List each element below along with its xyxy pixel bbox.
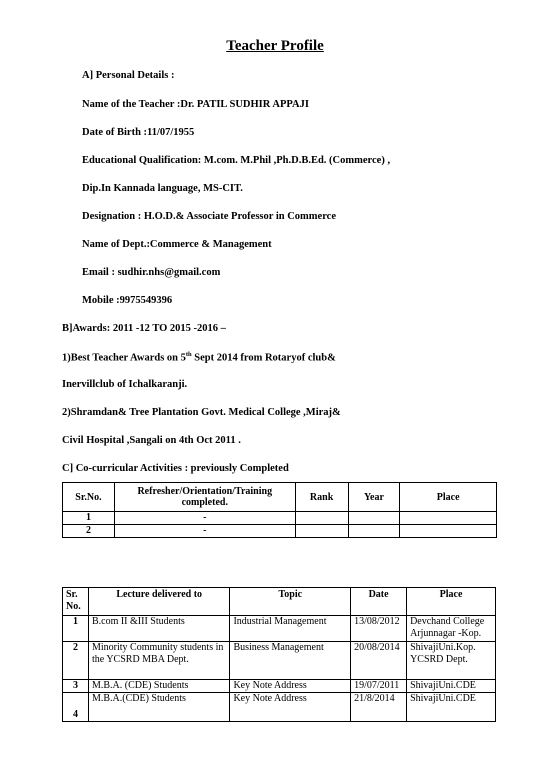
header-sr-no: Sr.No. — [63, 483, 115, 512]
table-row — [63, 512, 497, 525]
table-row — [63, 525, 497, 538]
cell: Minority Community students in the YCSRD MBA Dept. — [88, 642, 229, 680]
cell — [348, 512, 400, 525]
award-2-cont: Civil Hospital ,Sangali on 4th Oct 2011 . — [62, 435, 241, 446]
header-place: Place — [400, 483, 497, 512]
header-lecture-to: Lecture delivered to — [88, 588, 229, 616]
award-1-sup: th — [185, 351, 192, 358]
page-title: Teacher Profile — [226, 38, 324, 54]
cell: B.com II &III Students — [88, 616, 229, 642]
cell: ShivajiUni.CDE — [407, 680, 496, 693]
cell — [295, 512, 348, 525]
header-year: Year — [348, 483, 400, 512]
table-row — [63, 616, 496, 642]
cell: Industrial Management — [230, 616, 351, 642]
header-date: Date — [351, 588, 407, 616]
mobile: Mobile :9975549396 — [82, 295, 173, 306]
cell: - — [114, 525, 295, 538]
award-1 — [62, 351, 336, 364]
cell: ShivajiUni.CDE — [407, 693, 496, 722]
award-1-text: 1)Best Teacher Awards on 5 — [62, 352, 186, 364]
cell: 21/8/2014 — [351, 693, 407, 722]
header-sr-no: Sr. No. — [63, 588, 89, 616]
cell — [400, 512, 497, 525]
table-row — [63, 642, 496, 680]
email: Email : sudhir.nhs@gmail.com — [82, 267, 221, 278]
table-row — [63, 693, 496, 722]
cell: M.B.A. (CDE) Students — [88, 680, 229, 693]
cell-sr: 1 — [63, 616, 89, 642]
award-1-cont: Inervillclub of Ichalkaranji. — [62, 379, 188, 390]
cell-sr: 3 — [63, 680, 89, 693]
cell: Devchand College Arjunnagar -Kop. — [407, 616, 496, 642]
cell: Key Note Address — [230, 680, 351, 693]
lectures-table — [62, 587, 496, 722]
header-place: Place — [407, 588, 496, 616]
teacher-name: Name of the Teacher :Dr. PATIL SUDHIR APPAJI — [82, 99, 309, 110]
educational-qualification: Educational Qualification: M.com. M.Phil ,Ph.D.B.Ed. (Commerce) , — [82, 155, 391, 166]
cell: Key Note Address — [230, 693, 351, 722]
award-2: 2)Shramdan& Tree Plantation Govt. Medical College ,Miraj& — [62, 407, 341, 418]
header-rank: Rank — [295, 483, 348, 512]
cell: 2 — [63, 525, 115, 538]
personal-details-heading: A] Personal Details : — [82, 70, 175, 81]
cell-sr: 4 — [63, 693, 89, 722]
cell — [400, 525, 497, 538]
cell — [295, 525, 348, 538]
cell: M.B.A.(CDE) Students — [88, 693, 229, 722]
cell — [348, 525, 400, 538]
cell: Business Management — [230, 642, 351, 680]
designation: Designation : H.O.D.& Associate Professor in Commerce — [82, 211, 337, 222]
department-name: Name of Dept.:Commerce & Management — [82, 239, 272, 250]
cocurricular-heading: C] Co-curricular Activities : previously Completed — [62, 463, 289, 474]
header-training: Refresher/Orientation/Training completed. — [114, 483, 295, 512]
cell: 20/08/2014 — [351, 642, 407, 680]
header-topic: Topic — [230, 588, 351, 616]
award-1-text-end: Sept 2014 from Rotaryof club& — [191, 352, 336, 364]
awards-heading: B]Awards: 2011 -12 TO 2015 -2016 – — [62, 323, 226, 334]
cell: ShivajiUni.Kop. YCSRD Dept. — [407, 642, 496, 680]
date-of-birth: Date of Birth :11/07/1955 — [82, 127, 195, 138]
cell: - — [114, 512, 295, 525]
cell: 1 — [63, 512, 115, 525]
table-row — [63, 680, 496, 693]
cocurricular-table — [62, 482, 497, 538]
cell: 19/07/2011 — [351, 680, 407, 693]
educational-qualification-cont: Dip.In Kannada language, MS-CIT. — [82, 183, 243, 194]
cell: 13/08/2012 — [351, 616, 407, 642]
cell-sr: 2 — [63, 642, 89, 680]
